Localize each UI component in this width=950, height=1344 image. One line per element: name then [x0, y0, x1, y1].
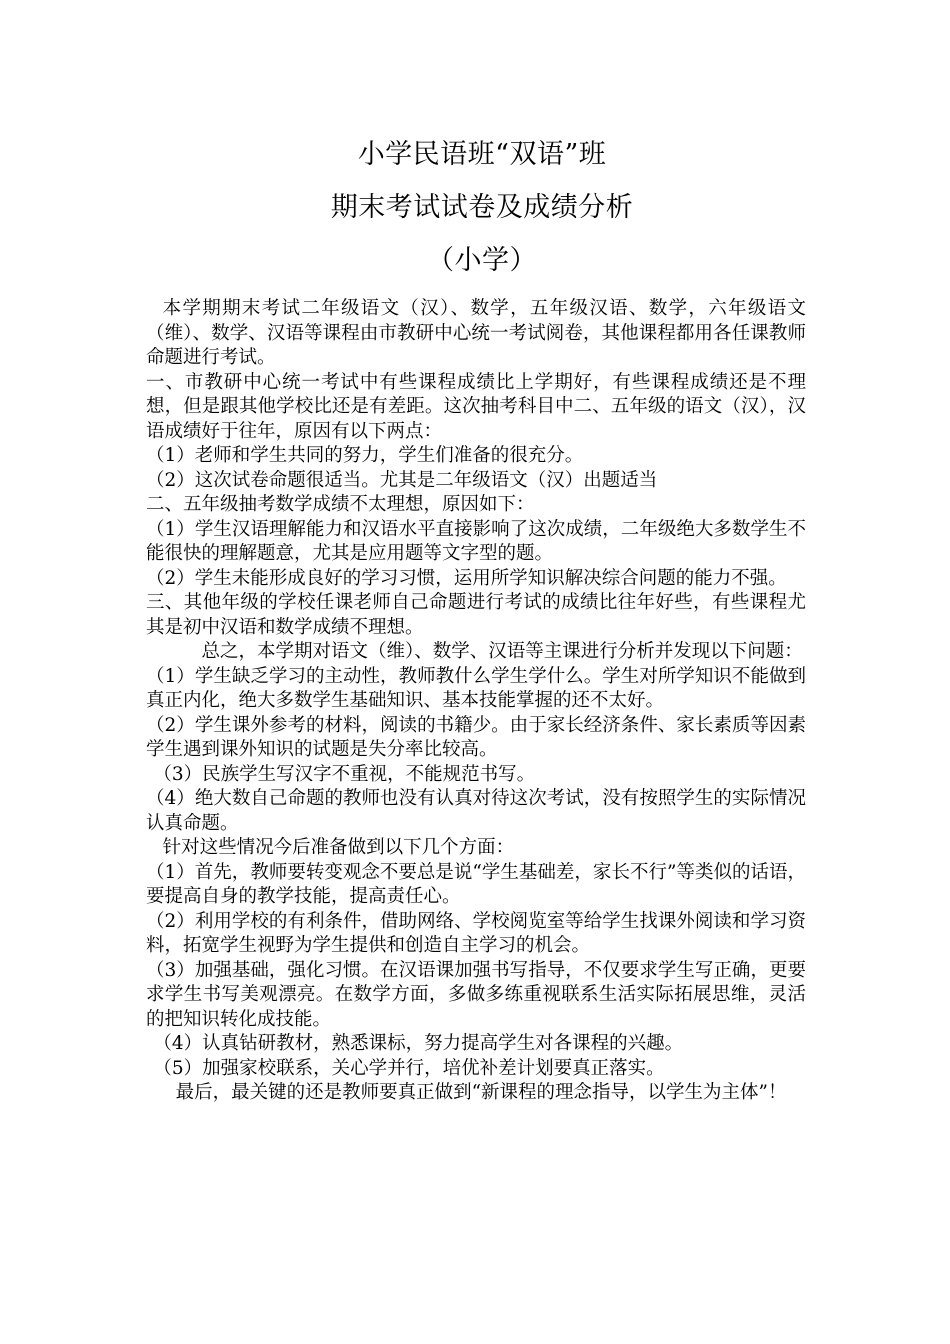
- document-body: [146, 297, 806, 1106]
- plan-intro-paragraph: 针对这些情况今后准备做到以下几个方面：: [162, 837, 515, 858]
- plan-item-1: （1）首先，教师要转变观念不要总是说“学生基础差，家长不行”等类似的话语，要提高自身的教学技能，提高责任心。: [146, 861, 806, 907]
- problem-item-2: （2）学生课外参考的材料，阅读的书籍少。由于家长经济条件、家长素质等因素学生遇到课外知识的试题是失分率比较高。: [146, 714, 806, 760]
- section-1-paragraph: 一、市教研中心统一考试中有些课程成绩比上学期好，有些课程成绩还是不理想，但是跟其他学校比还是有差距。这次抽考科目中二、五年级的语文（汉），汉语成绩好于往年，原因有以下两点：: [146, 371, 806, 442]
- section-3-paragraph: 三、其他年级的学校任课老师自己命题进行考试的成绩比往年好些，有些课程尤其是初中汉语和数学成绩不理想。: [146, 592, 806, 638]
- section-2-reason-1: （1）学生汉语理解能力和汉语水平直接影响了这次成绩，二年级绝大多数学生不能很快的理解题意，尤其是应用题等文字型的题。: [146, 518, 806, 564]
- plan-item-4: （4）认真钻研教材，熟悉课标，努力提高学生对各课程的兴趣。: [153, 1033, 684, 1054]
- problem-item-3: （3）民族学生写汉字不重视，不能规范书写。: [153, 763, 536, 785]
- title-line-3: （小学）: [427, 245, 537, 276]
- problem-item-1: （1）学生缺乏学习的主动性，教师教什么学生学什么。学生对所学知识不能做到真正内化，绝大多数学生基础知识、基本技能掌握的还不太好。: [146, 665, 806, 711]
- plan-item-3: （3）加强基础，强化习惯。在汉语课加强书写指导，不仅要求学生写正确，更要求学生书写美观漂亮。在数学方面，多做多练重视联系生活实际拓展思维，灵活的把知识转化成技能。: [146, 959, 806, 1030]
- intro-paragraph: 本学期期末考试二年级语文（汉）、数学，五年级汉语、数学，六年级语文（维）、数学、汉语等课程由市教研中心统一考试阅卷，其他课程都用各任课教师命题进行考试。: [146, 298, 806, 368]
- problem-item-4: （4）绝大数自己命题的教师也没有认真对待这次考试，没有按照学生的实际情况认真命题。: [146, 788, 806, 834]
- section-1-reason-2: （2）这次试卷命题很适当。尤其是二年级语文（汉）出题适当: [146, 469, 658, 491]
- summary-paragraph: 总之，本学期对语文（维）、数学、汉语等主课进行分析并发现以下问题：: [201, 641, 803, 662]
- plan-item-2: （2）利用学校的有利条件，借助网络、学校阅览室等给学生找课外阅读和学习资料，拓宽学生视野为学生提供和创造自主学习的机会。: [146, 910, 806, 956]
- title-line-1: 小学民语班“双语”班: [357, 139, 607, 170]
- conclusion-paragraph: 最后，最关键的还是教师要真正做到“新课程的理念指导，以学生为主体”！: [175, 1082, 787, 1103]
- section-2-paragraph: 二、五年级抽考数学成绩不太理想，原因如下：: [146, 494, 535, 515]
- plan-item-5: （5）加强家校联系，关心学并行，培优补差计划要真正落实。: [153, 1057, 665, 1079]
- title-line-2: 期末考试试卷及成绩分析: [330, 192, 634, 223]
- section-1-reason-1: （1）老师和学生共同的努力，学生们准备的很充分。: [146, 445, 584, 466]
- section-2-reason-2: （2）学生未能形成良好的学习习惯，运用所学知识解决综合问题的能力不强。: [146, 567, 787, 589]
- document-title: [0, 128, 950, 287]
